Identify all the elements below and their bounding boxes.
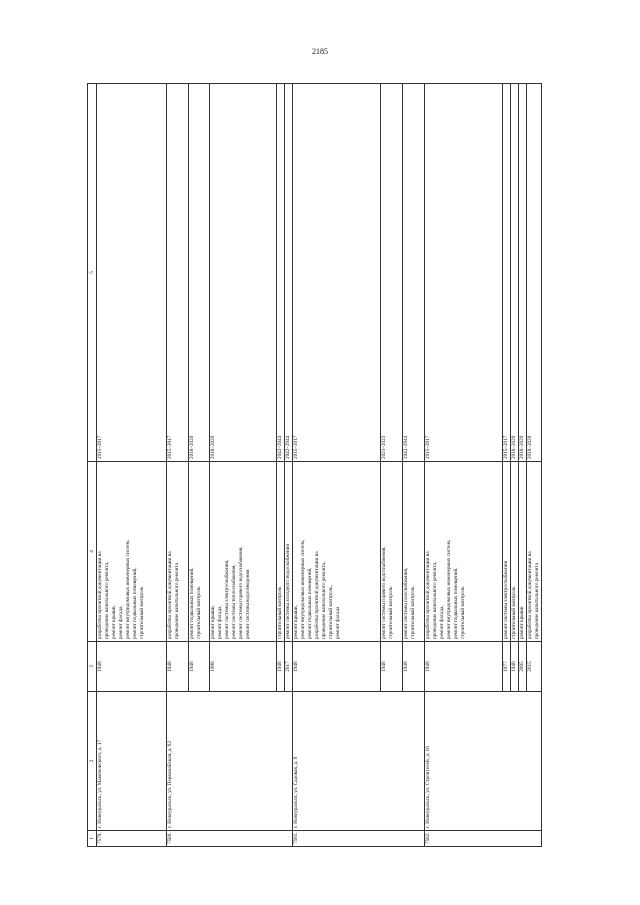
work-item: строительный контроль (460, 586, 466, 639)
work-item: разработка проектной документации на (314, 551, 320, 639)
page-number: 2185 (312, 47, 328, 56)
address-cell: г. Новоуральск, ул. Садовая, д. 9 (293, 692, 425, 831)
work-item: разработка проектной документации на (97, 551, 103, 639)
work-item: ремонт подвальных помещений, (453, 567, 459, 639)
work-cell (381, 462, 403, 642)
year-cell: 1948 (189, 642, 210, 692)
work-cell (167, 462, 189, 642)
year-cell: 1948 (403, 642, 425, 692)
row-number: 7580. (167, 831, 293, 847)
work-item: строительный контроль (139, 586, 145, 639)
rotated-table-page (87, 84, 600, 847)
work-item: проведение капитального ремонта, (104, 561, 110, 639)
period-cell: 2018–2020 (210, 84, 277, 462)
period-cell: 2018–2020 (519, 84, 527, 462)
year-cell: 1948 (381, 642, 403, 692)
address-cell: г. Новоуральск, ул. Первомайская, д. 82 (167, 692, 293, 831)
repair-schedule-table (87, 83, 542, 847)
work-cell (425, 462, 503, 642)
year-cell: 2005 (519, 642, 527, 692)
work-item: ремонт фасада, (439, 605, 445, 639)
work-item: ремонт системы горячего водоснабжения, (381, 546, 387, 639)
work-item: ремонт системы газоснабжения, (403, 567, 409, 639)
work-item: строительный контроль (410, 586, 416, 639)
year-cell: 2015 (527, 642, 542, 692)
work-item: проведение капитального ремонта, (432, 561, 438, 639)
period-cell: 2015–2017 (503, 84, 511, 462)
work-cell (403, 462, 425, 642)
period-cell: 2015–2017 (425, 84, 503, 462)
work-item: ремонт системы электроснабжения, (224, 559, 230, 639)
work-item: ремонт системы холодного водоснабжения (285, 544, 291, 639)
table-row (97, 84, 167, 847)
year-cell: 1948 (511, 642, 519, 692)
period-cell: 2042–2044 (403, 84, 425, 462)
work-item: проведение капитального ремонта, (321, 561, 327, 639)
work-item: ремонт крыши (519, 606, 525, 639)
period-cell: 2015–2017 (97, 84, 167, 462)
work-item: ремонт внутридомовых инженерных систем, (300, 539, 306, 639)
work-item: ремонт системы горячего водоснабжения, (238, 546, 244, 639)
work-item: ремонт подвальных помещений, (307, 567, 313, 639)
work-item: ремонт фасада (335, 606, 341, 639)
column-header: 2 (88, 692, 97, 831)
row-number: 7579. (97, 831, 167, 847)
year-cell: 1948 (293, 642, 381, 692)
work-item: строительный контроль (388, 586, 394, 639)
work-item: ремонт внутридомовых инженерных систем, (446, 539, 452, 639)
address-cell: г. Новоуральск, ул. Мамоновского, д. 17 (97, 692, 167, 831)
table-row (293, 84, 381, 847)
work-cell (527, 462, 542, 642)
period-cell: 2018–2020 (189, 84, 210, 462)
work-item: строительный контроль, (328, 585, 334, 639)
header-row (88, 84, 97, 847)
work-item: ремонт фасада, (118, 605, 124, 639)
work-item: ремонт системы электроснабжения (503, 561, 509, 639)
table-body (97, 84, 542, 847)
year-cell: 1996 (210, 642, 277, 692)
work-cell (511, 462, 519, 642)
period-cell: 2042–2044 (285, 84, 293, 462)
period-cell: 2018–2020 (511, 84, 519, 462)
table-row (425, 84, 503, 847)
year-cell: 1977 (503, 642, 511, 692)
work-item: строительный контроль (511, 586, 517, 639)
work-item: проведение капитального ремонта (534, 562, 540, 639)
address-cell: г. Новоуральск, ул. Строителей, д. 16 (425, 692, 542, 831)
column-header: 5 (88, 84, 97, 462)
work-item: ремонт фасада, (217, 605, 223, 639)
year-cell: 1948 (167, 642, 189, 692)
year-cell: 1948 (277, 642, 285, 692)
column-header: 3 (88, 642, 97, 692)
year-cell: 2017 (285, 642, 293, 692)
work-cell (189, 462, 210, 642)
period-cell: 2015–2017 (293, 84, 381, 462)
period-cell: 2015–2017 (167, 84, 189, 462)
work-cell (519, 462, 527, 642)
work-item: проведение капитального ремонта (174, 562, 180, 639)
work-item: ремонт подвальных помещений, (132, 567, 138, 639)
row-number: 7581. (293, 831, 425, 847)
work-item: разработка проектной документации на (425, 551, 431, 639)
work-item: разработка проектной документации на (167, 551, 173, 639)
work-item: ремонт крыши, (111, 605, 117, 639)
period-cell: 2018–2020 (527, 84, 542, 462)
work-item: ремонт системы теплоснабжения, (231, 564, 237, 639)
work-item: строительный контроль (196, 586, 202, 639)
work-cell (210, 462, 277, 642)
column-header: 4 (88, 462, 97, 642)
work-item: ремонт системы водоотведения (245, 569, 251, 639)
period-cell: 2042–2044 (277, 84, 285, 462)
table-row (167, 84, 189, 847)
work-cell (293, 462, 381, 642)
year-cell: 1948 (97, 642, 167, 692)
work-cell (277, 462, 285, 642)
row-number: 7582. (425, 831, 542, 847)
work-item: ремонт внутридомовых инженерных систем, (125, 539, 131, 639)
work-item: ремонт крыши, (293, 605, 299, 639)
work-item: разработка проектной документации на (527, 551, 533, 639)
column-header: 1 (88, 831, 97, 847)
work-item: ремонт подвальных помещений, (189, 567, 195, 639)
work-item: ремонт крыши, (210, 605, 216, 639)
work-cell (503, 462, 511, 642)
work-item: строительный контроль (277, 586, 283, 639)
year-cell: 1948 (425, 642, 503, 692)
work-cell (97, 462, 167, 642)
period-cell: 2021–2023 (381, 84, 403, 462)
work-cell (285, 462, 293, 642)
